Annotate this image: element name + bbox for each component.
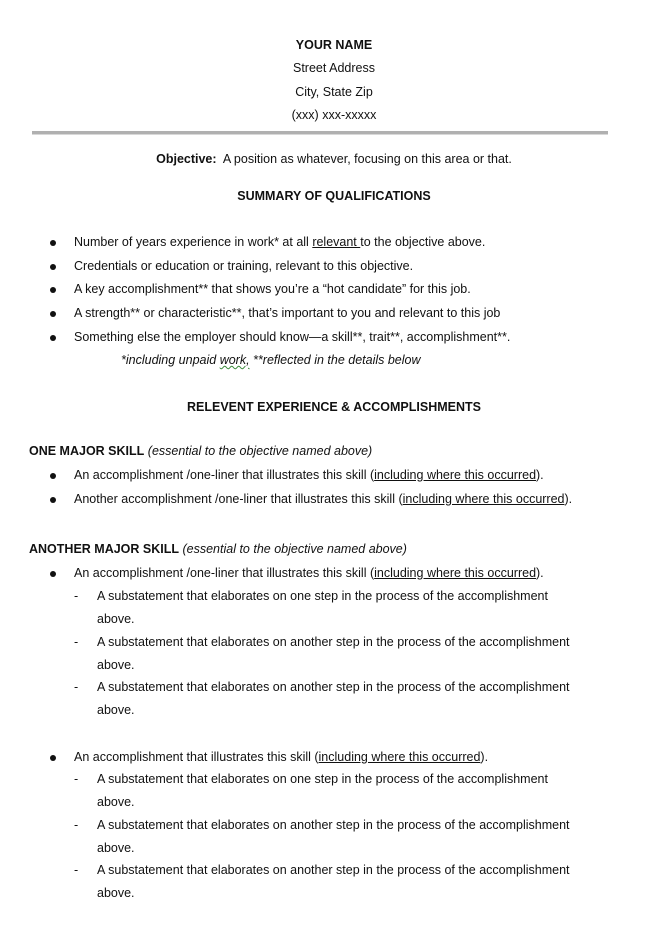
skill-title: ANOTHER MAJOR SKILL xyxy=(29,542,179,556)
accomplishment-underlined: including where this occurred xyxy=(318,750,481,764)
summary-item-text: to the objective above. xyxy=(360,235,486,249)
accomplishment-text: An accomplishment that illustrates this skill ( xyxy=(74,750,319,764)
objective-label: Objective: xyxy=(156,152,217,166)
summary-item: A strength** or characteristic**, that’s important to you and relevant to this job xyxy=(74,306,501,320)
dash-marker: - xyxy=(74,635,79,649)
substatement-line: A substatement that elaborates on another step in the process of the accomplishment xyxy=(97,635,570,649)
substatement-line: A substatement that elaborates on another step in the process of the accomplishment xyxy=(97,680,570,694)
substatement-line: above. xyxy=(97,658,135,672)
city-state-zip: City, State Zip xyxy=(295,85,373,99)
substatement-line: above. xyxy=(97,612,135,626)
summary-footnote xyxy=(121,353,421,367)
summary-item: Something else the employer should know—a skill**, trait**, accomplishment**. xyxy=(74,330,511,344)
street-address: Street Address xyxy=(293,61,375,75)
summary-item xyxy=(74,235,485,249)
substatement-line: above. xyxy=(97,703,135,717)
dash-marker: - xyxy=(74,772,79,786)
substatement-line: A substatement that elaborates on another step in the process of the accomplishment xyxy=(97,863,570,877)
accomplishment-text: ). xyxy=(536,566,544,580)
summary-item: Credentials or education or training, relevant to this objective. xyxy=(74,259,414,273)
bullet-icon xyxy=(50,755,56,761)
accomplishment-text: Another accomplishment /one-liner that illustrates this skill ( xyxy=(74,492,403,506)
accomplishment-item xyxy=(74,750,488,764)
substatement-line: above. xyxy=(97,841,135,855)
accomplishment-text: ). xyxy=(480,750,489,764)
header-divider xyxy=(32,131,608,135)
bullet-icon xyxy=(50,473,56,479)
accomplishment-underlined: including where this occurred xyxy=(402,492,565,506)
substatement-line: A substatement that elaborates on another step in the process of the accomplishment xyxy=(97,818,570,832)
footnote-flagged-word: work, xyxy=(219,353,250,367)
dash-marker: - xyxy=(74,863,79,877)
summary-heading: SUMMARY OF QUALIFICATIONS xyxy=(237,189,431,203)
resume-name: YOUR NAME xyxy=(295,38,373,52)
dash-marker: - xyxy=(74,818,79,832)
accomplishment-item xyxy=(74,492,572,506)
accomplishment-underlined: including where this occurred xyxy=(374,468,537,482)
skill-note: (essential to the objective named above) xyxy=(147,444,373,458)
skill-heading xyxy=(29,542,407,556)
accomplishment-text: ). xyxy=(564,492,573,506)
bullet-icon xyxy=(50,335,56,341)
bullet-icon xyxy=(50,497,56,503)
accomplishment-underlined: including where this occurred xyxy=(374,566,537,580)
summary-item-underlined: relevant xyxy=(312,235,361,249)
phone-number: (xxx) xxx-xxxxx xyxy=(291,108,377,122)
bullet-icon xyxy=(50,264,56,270)
dash-marker: - xyxy=(74,589,79,603)
substatement-line: A substatement that elaborates on one step in the process of the accomplishment xyxy=(97,772,548,786)
bullet-icon xyxy=(50,240,56,246)
accomplishment-text: ). xyxy=(536,468,544,482)
skill-title: ONE MAJOR SKILL xyxy=(29,444,145,458)
objective-line xyxy=(0,152,668,166)
footnote-text: **reflected in the details below xyxy=(249,353,421,367)
accomplishment-item xyxy=(74,468,544,482)
substatement-line: above. xyxy=(97,886,135,900)
objective-text: A position as whatever, focusing on this area or that. xyxy=(222,152,512,166)
summary-item: A key accomplishment** that shows you’re a “hot candidate” for this job. xyxy=(74,282,471,296)
skill-note: (essential to the objective named above) xyxy=(182,542,407,556)
summary-item-text: Number of years experience in work* at all xyxy=(74,235,313,249)
accomplishment-text: An accomplishment /one-liner that illustrates this skill ( xyxy=(74,468,375,482)
bullet-icon xyxy=(50,311,56,317)
accomplishment-text: An accomplishment /one-liner that illustrates this skill ( xyxy=(74,566,375,580)
bullet-icon xyxy=(50,571,56,577)
experience-heading: RELEVENT EXPERIENCE & ACCOMPLISHMENTS xyxy=(186,400,481,414)
bullet-icon xyxy=(50,287,56,293)
substatement-line: A substatement that elaborates on one step in the process of the accomplishment xyxy=(97,589,548,603)
skill-heading xyxy=(29,444,372,458)
footnote-text: *including unpaid xyxy=(121,353,220,367)
dash-marker: - xyxy=(74,680,79,694)
substatement-line: above. xyxy=(97,795,135,809)
accomplishment-item xyxy=(74,566,544,580)
